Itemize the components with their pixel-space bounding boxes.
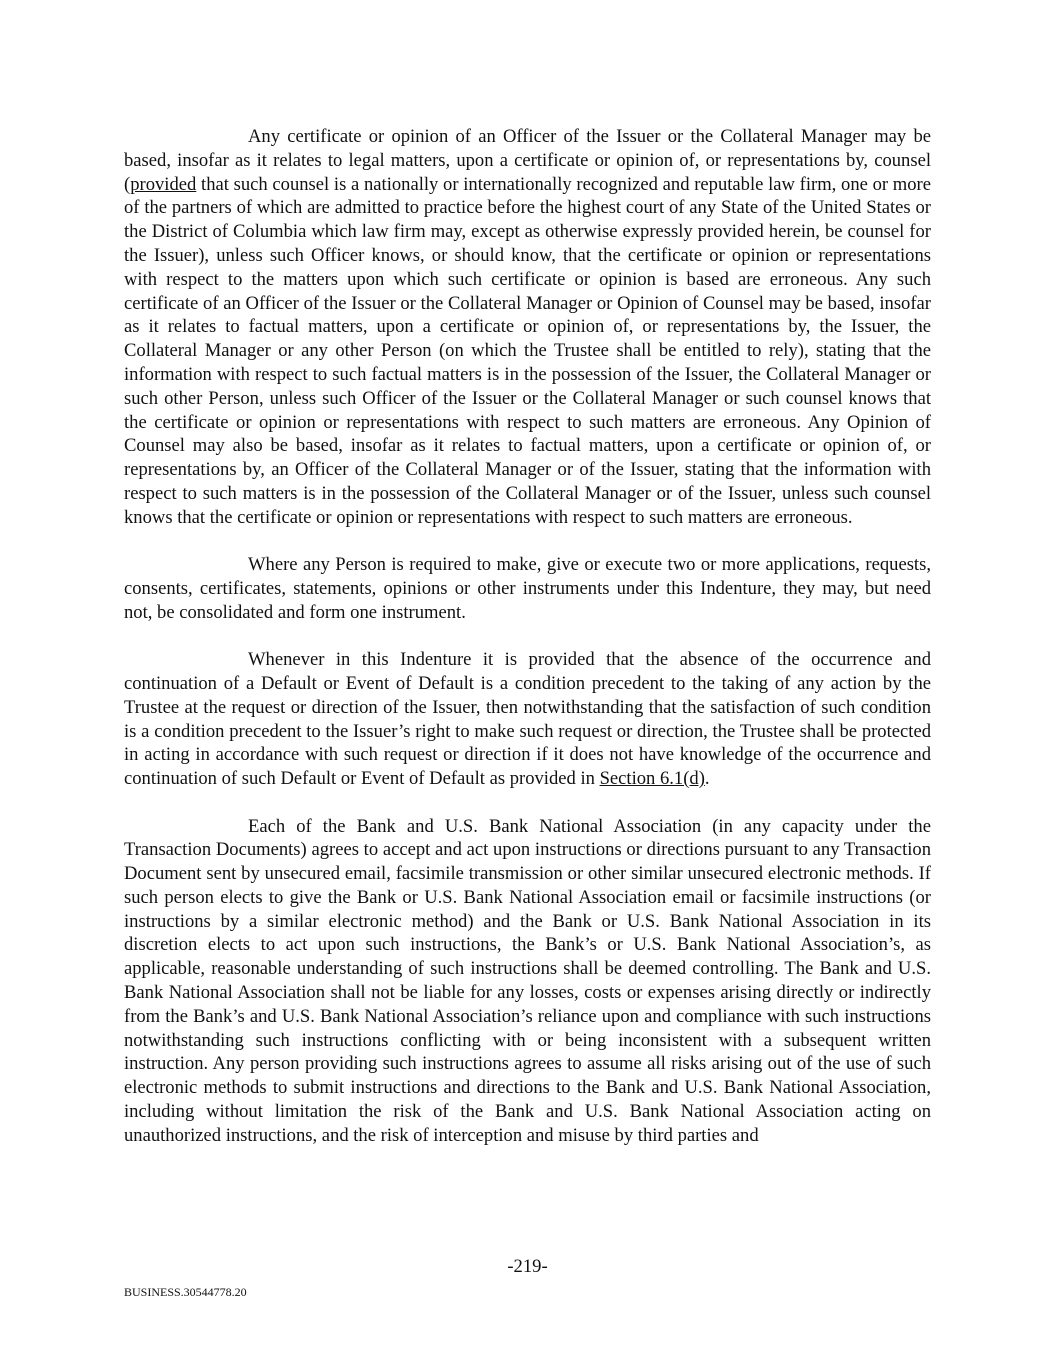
paragraph-default-condition: Whenever in this Indenture it is provided that the absence of the occurrence and continuation of a Default or Event of Default is a condition precedent to the taking of any action by the Trustee at the request or direction of the Issuer, then notwithstanding that the satisfaction of such condition is a condition precedent to the Issuer’s right to make such request or direction, the Trustee shall be protected in acting in accordance with such request or direction if it does not have knowledge of the occurrence and continuation of such Default or Event of Default as provided in Section 6.1(d). xyxy=(124,649,931,790)
page-number: -219- xyxy=(507,1256,548,1277)
paragraph-electronic-instructions: Each of the Bank and U.S. Bank National Association (in any capacity under the Transaction Documents) agrees to accept and act upon instructions or directions pursuant to any Transaction Document sent by unsecured email, facsimile transmission or other similar unsecured electronic methods. If such person elects to give the Bank or U.S. Bank National Association email or facsimile instructions (or instructions by a similar electronic method) and the Bank or U.S. Bank National Association in its discretion elects to act upon such instructions, the Bank’s or U.S. Bank National Association’s, as applicable, reasonable understanding of such instructions shall be deemed controlling. The Bank and U.S. Bank National Association shall not be liable for any losses, costs or expenses arising directly or indirectly from the Bank’s and U.S. Bank National Association’s reliance upon and compliance with such instructions notwithstanding such instructions conflicting with or being inconsistent with a subsequent written instruction. Any person providing such instructions agrees to assume all risks arising out of the use of such electronic methods to submit instructions and directions to the Bank and U.S. Bank National Association, including without limitation the risk of the Bank and U.S. Bank National Association acting on unauthorized instructions, and the risk of interception and misuse by third parties and xyxy=(124,815,931,1146)
paragraph-officer-certificate: Any certificate or opinion of an Officer of the Issuer or the Collateral Manager may be based, insofar as it relates to legal matters, upon a certificate or opinion of, or representations by, counsel (provided that such counsel is a nationally or internationally recognized and reputable law firm, one or more of the partners of which are admitted to practice before the highest court of any State of the United States or the District of Columbia which law firm may, except as otherwise expressly provided herein, be counsel for the Issuer), unless such Officer knows, or should know, that the certificate or opinion or representations with respect to the matters upon which such certificate or opinion is based are erroneous. Any such certificate of an Officer of the Issuer or the Collateral Manager or Opinion of Counsel may be based, insofar as it relates to factual matters, upon a certificate or opinion of, or representations by, the Issuer, the Collateral Manager or any other Person (on which the Trustee shall be entitled to rely), stating that the information with respect to such factual matters is in the possession of the Issuer, the Collateral Manager or such other Person, unless such Officer of the Issuer or the Collateral Manager or such counsel knows that the certificate or opinion or representations with respect to such matters are erroneous. Any Opinion of Counsel may also be based, insofar as it relates to factual matters, upon a certificate or opinion of, or representations by, an Officer of the Collateral Manager or of the Issuer, stating that the information with respect to such matters is in the possession of the Collateral Manager or of the Issuer, unless such counsel knows that the certificate or opinion or representations with respect to such matters are erroneous. xyxy=(124,126,931,528)
provided-term: provided xyxy=(130,173,197,195)
document-id: BUSINESS.30544778.20 xyxy=(124,1285,247,1299)
paragraph-consolidation: Where any Person is required to make, give or execute two or more applications, requests, consents, certificates, statements, opinions or other instruments under this Indenture, they may, but need not, be consolidated and form one instrument. xyxy=(124,554,931,623)
section-reference: Section 6.1(d) xyxy=(599,768,705,790)
document-body xyxy=(124,125,931,1171)
